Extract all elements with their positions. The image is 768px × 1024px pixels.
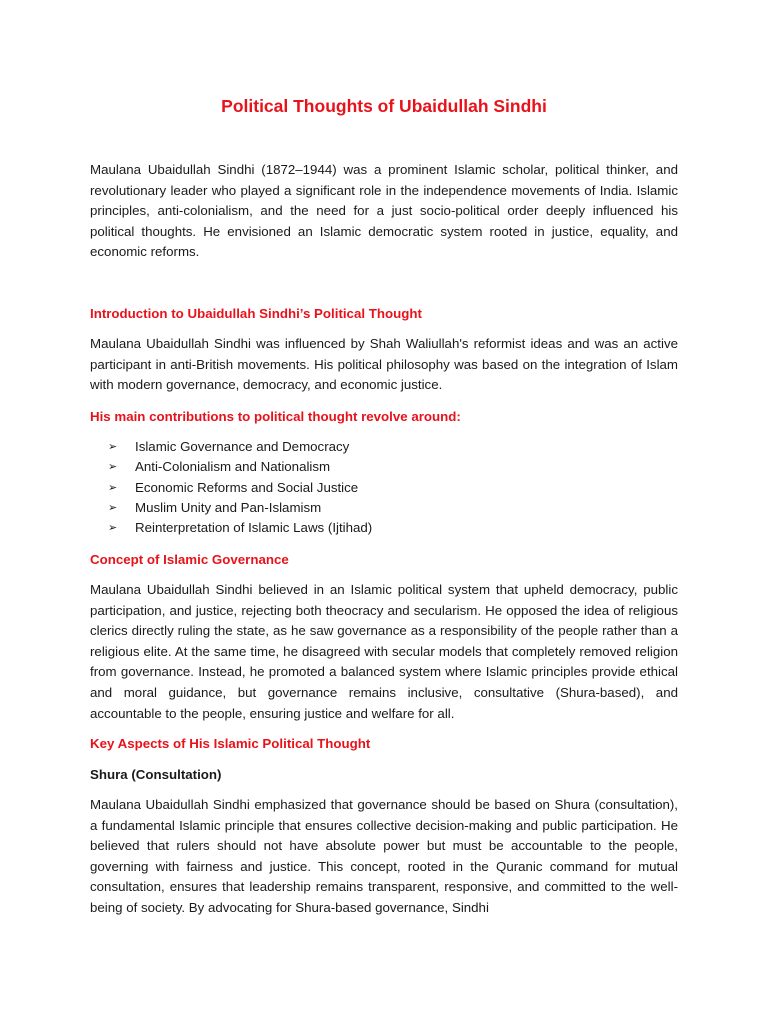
intro-paragraph: Maulana Ubaidullah Sindhi (1872–1944) was a prominent Islamic scholar, political thinker, and revolutionary leader who played a significant role in the independence movements of India. Islamic principles, anti-colonialism, and the need for a just socio-political order deeply influenced his political thoughts. He envisioned an Islamic democratic system rooted in justice, equality, and economic reforms.: [90, 162, 678, 260]
contributions-list: [108, 437, 372, 538]
arrow-bullet-icon: ➢: [108, 461, 118, 474]
shura-paragraph: Maulana Ubaidullah Sindhi emphasized that governance should be based on Shura (consultation), a fundamental Islamic principle that ensures collective decision-making and public participation. He believed that rulers should not have absolute power but must be accountable to the people, governing with fairness and justice. This concept, rooted in the Quranic command for mutual consultation, ensures that leadership remains transparent, responsive, and committed to the well-being of society. By advocating for Shura-based governance, Sindhi: [90, 797, 678, 915]
section-key-aspects-heading: Key Aspects of His Islamic Political Thought: [90, 736, 371, 751]
arrow-bullet-icon: ➢: [108, 441, 118, 453]
arrow-bullet-icon: ➢: [108, 501, 118, 514]
list-item-label: Anti-Colonialism and Nationalism: [135, 459, 331, 475]
contributions-heading: His main contributions to political thought revolve around:: [90, 409, 461, 424]
list-item-label: Economic Reforms and Social Justice: [135, 479, 359, 495]
document-title: Political Thoughts of Ubaidullah Sindhi: [221, 96, 547, 116]
section-intro-heading: Introduction to Ubaidullah Sindhi’s Political Thought: [90, 306, 422, 321]
list-item: [108, 518, 372, 538]
section-intro-paragraph: Maulana Ubaidullah Sindhi was influenced by Shah Waliullah's reformist ideas and was an active participant in anti-British movements. His political philosophy was based on the integration of Islam with modern governance, democracy, and economic justice.: [90, 336, 678, 393]
section-governance-paragraph: Maulana Ubaidullah Sindhi believed in an Islamic political system that upheld democracy, public participation, and justice, rejecting both theocracy and secularism. He opposed the idea of religious clerics directly ruling the state, as he saw governance as a responsibility of the people rather than a religious elite. At the same time, he disagreed with secular models that completely removed religion from governance. Instead, he promoted a balanced system where Islamic principles provide ethical and moral guidance, but governance remains inclusive, consultative (Shura-based), and accountable to the people, ensuring justice and welfare for all.: [90, 582, 678, 721]
list-item: [108, 437, 372, 457]
list-item: [108, 478, 372, 498]
list-item: [108, 457, 372, 477]
section-governance-heading: Concept of Islamic Governance: [90, 552, 289, 567]
shura-subheading: Shura (Consultation): [90, 767, 222, 782]
list-item-label: Muslim Unity and Pan-Islamism: [135, 499, 322, 515]
list-item-label: Islamic Governance and Democracy: [135, 439, 350, 454]
list-item: [108, 498, 372, 518]
arrow-bullet-icon: ➢: [108, 481, 118, 494]
list-item-label: Reinterpretation of Islamic Laws (Ijtihad): [135, 520, 373, 536]
arrow-bullet-icon: ➢: [108, 522, 118, 535]
